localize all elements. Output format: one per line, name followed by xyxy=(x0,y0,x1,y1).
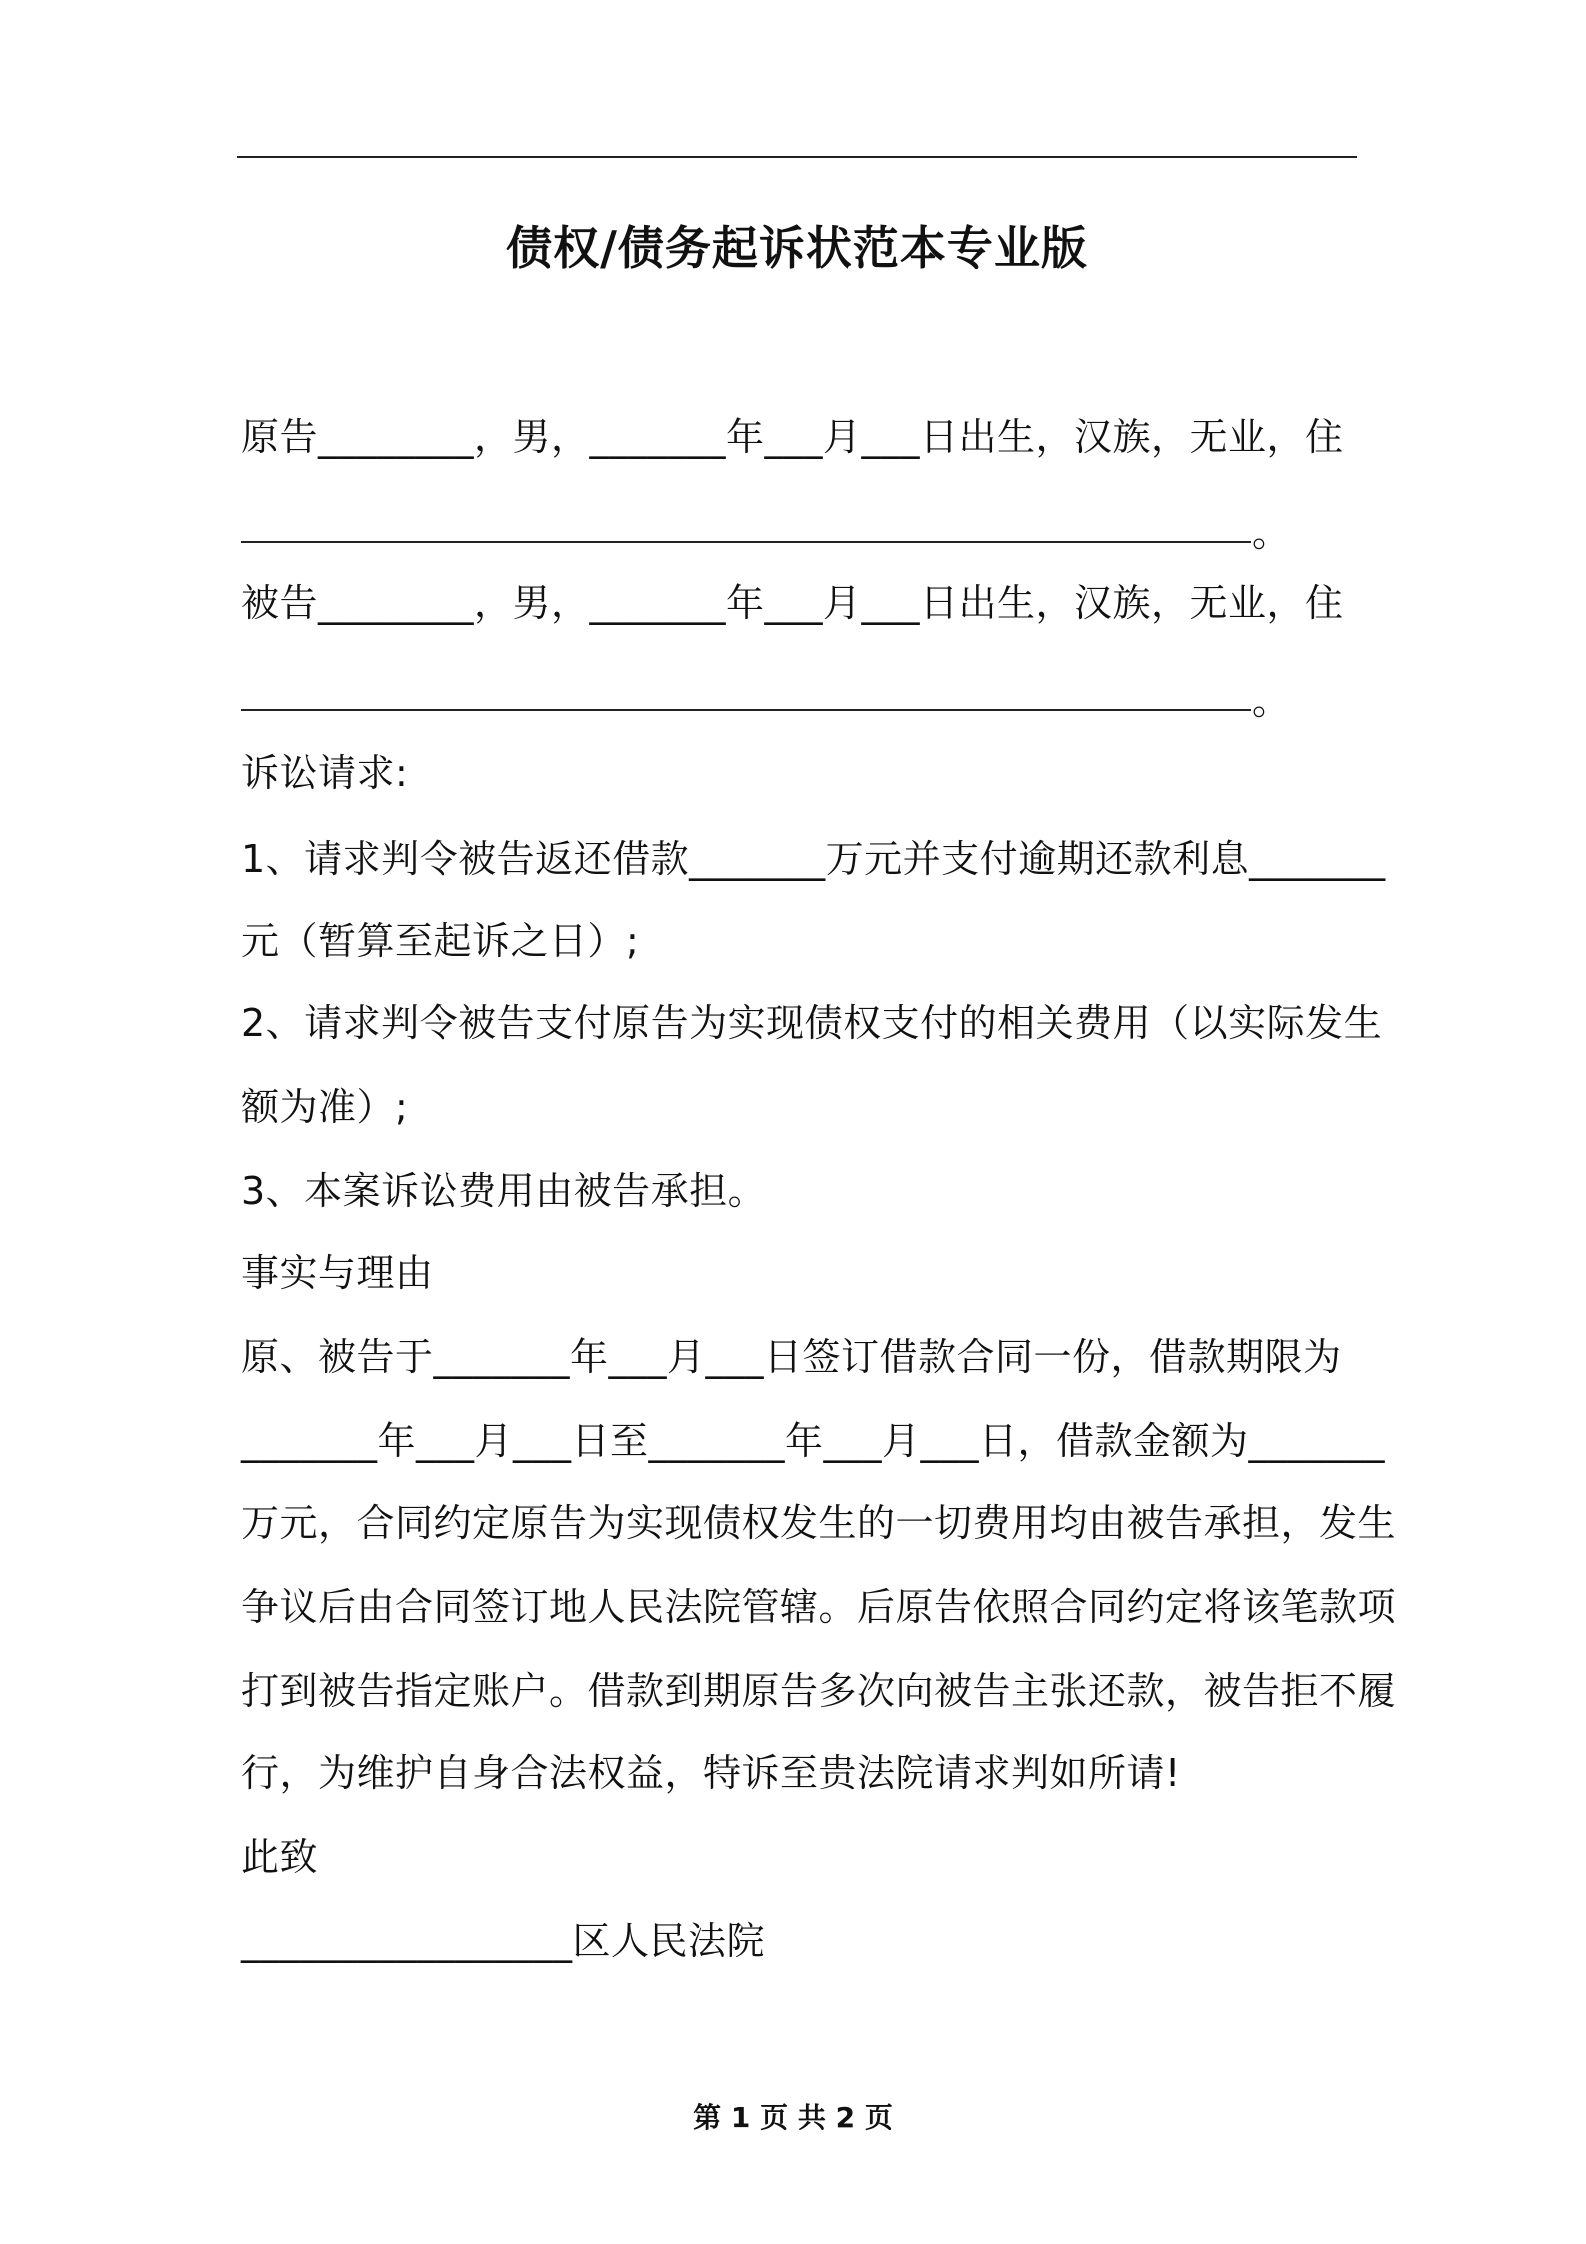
claim-1-line-1: 1、请求判令被告返还借款_______万元并支付逾期还款利息_______ xyxy=(241,837,1386,881)
facts-line-5: 打到被告指定账户。借款到期原告多次向被告主张还款，被告拒不履 xyxy=(241,1669,1397,1713)
claim-2-line-1: 2、请求判令被告支付原告为实现债权支付的相关费用（以实际发生 xyxy=(241,1001,1383,1045)
facts-line-3: 万元，合同约定原告为实现债权发生的一切费用均由被告承担，发生 xyxy=(241,1501,1397,1545)
facts-line-1: 原、被告于_______年___月___日签订借款合同一份，借款期限为 xyxy=(241,1335,1342,1379)
facts-line-2: _______年___月___日至_______年___月___日，借款金额为_______ xyxy=(241,1419,1386,1463)
document-title: 债权/债务起诉状范本专业版 xyxy=(506,221,1088,275)
plaintiff-line: 原告________，男，_______年___月___日出生，汉族，无业，住 xyxy=(241,415,1344,459)
defendant-address-end: 。 xyxy=(1252,679,1291,723)
claims-heading: 诉讼请求: xyxy=(241,751,409,795)
salutation: 此致 xyxy=(241,1835,319,1879)
page-number: 第 1 页 共 2 页 xyxy=(693,2101,893,2134)
plaintiff-address-end: 。 xyxy=(1252,511,1291,555)
defendant-address-blank xyxy=(241,709,1251,711)
header-rule xyxy=(237,156,1357,158)
plaintiff-address-blank xyxy=(241,541,1251,543)
claim-2-line-2: 额为准）; xyxy=(241,1085,409,1129)
facts-heading: 事实与理由 xyxy=(241,1251,434,1295)
facts-line-4: 争议后由合同签订地人民法院管辖。后原告依照合同约定将该笔款项 xyxy=(241,1585,1397,1629)
claim-3: 3、本案诉讼费用由被告承担。 xyxy=(241,1169,767,1213)
facts-line-6: 行，为维护自身合法权益，特诉至贵法院请求判如所请! xyxy=(241,1751,1181,1795)
claim-1-line-2: 元（暂算至起诉之日）; xyxy=(241,919,640,963)
defendant-line: 被告________，男，_______年___月___日出生，汉族，无业，住 xyxy=(241,581,1344,625)
court-line: _________________区人民法院 xyxy=(241,1919,766,1963)
